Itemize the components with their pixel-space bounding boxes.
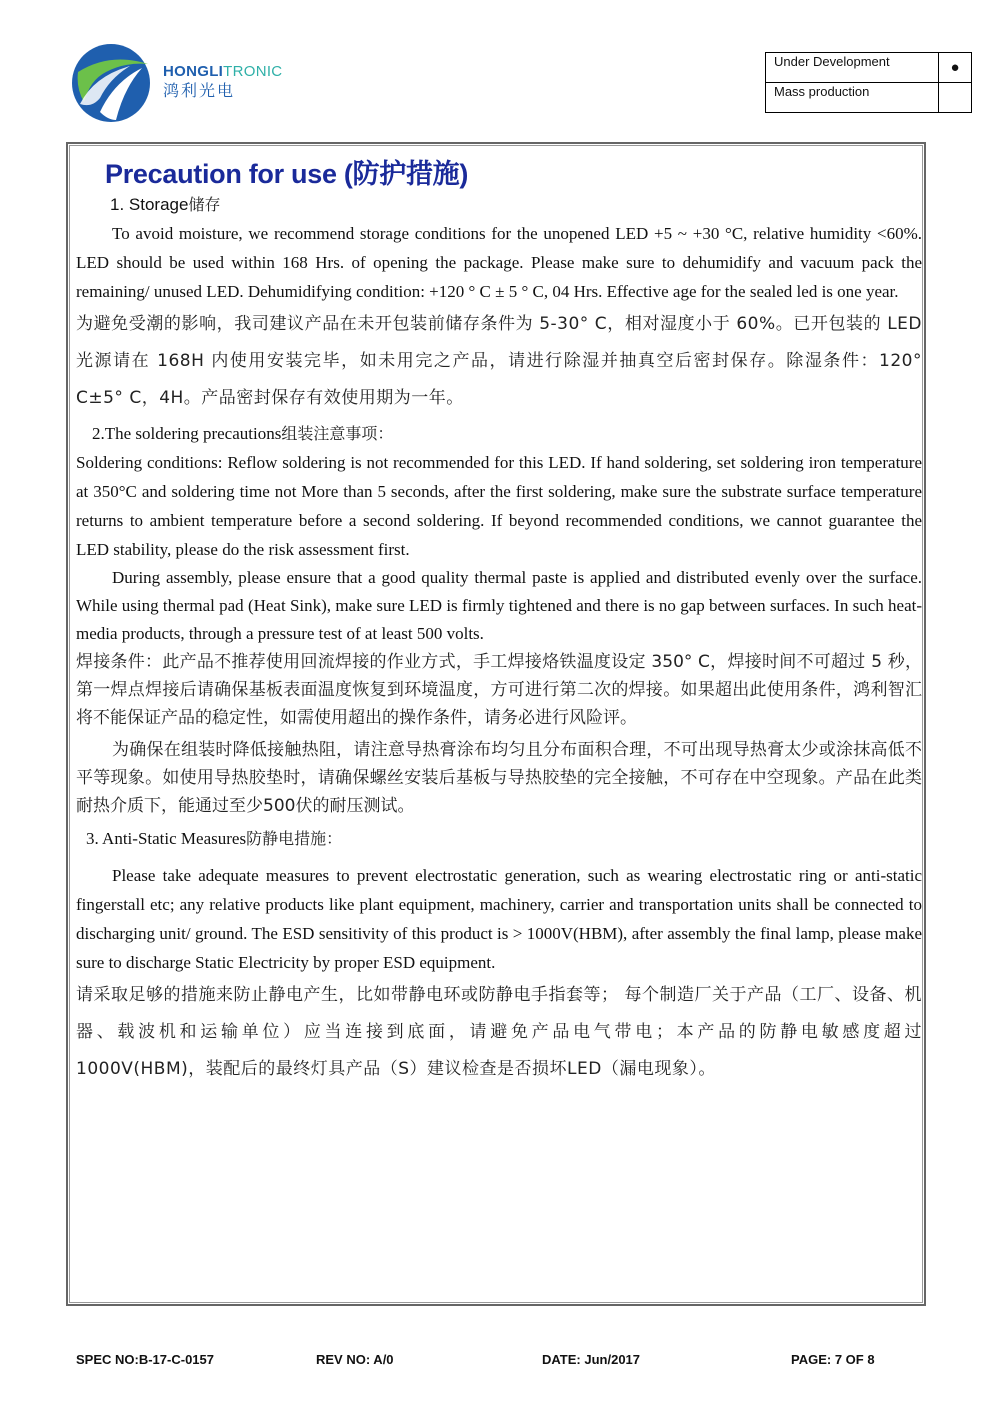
status-label: Under Development xyxy=(766,53,939,83)
hongli-logo-icon xyxy=(70,42,152,124)
brand-hongli: HONGLI xyxy=(163,63,224,80)
soldering-heading-cn: 组装注意事项： xyxy=(281,424,394,443)
soldering-text-en-2: During assembly, please ensure that a good quality thermal paste is applied and distributed evenly over the surface. While using thermal pad (Heat Sink), make sure LED is firmly tightened and there is no gap between surfaces. In such heat-media products, through a pressure test of at least 500 volts. xyxy=(76,568,922,643)
storage-heading-cn: 储存 xyxy=(188,195,221,214)
status-table xyxy=(765,52,972,113)
document-date: DATE: Jun/2017 xyxy=(542,1352,641,1367)
page-footer xyxy=(0,1352,1000,1372)
esd-heading-en: 3. Anti-Static Measures xyxy=(86,829,247,848)
storage-text-en: To avoid moisture, we recommend storage conditions for the unopened LED +5 ~ +30 °C, relative humidity <60%. LED should be used within 168 Hrs. of opening the package. Please make sure to dehumidify and vacuum pack the remaining/ unused LED. Dehumidifying condition: +120 ° C ± 5 ° C, 04 Hrs. Effective age for the sealed led is one year. xyxy=(76,224,922,301)
status-label: Mass production xyxy=(766,83,939,113)
soldering-heading xyxy=(76,419,922,448)
status-mark xyxy=(939,83,972,113)
brand-chinese: 鸿利光电 xyxy=(163,81,236,100)
esd-heading-cn: 防静电措施： xyxy=(246,829,343,848)
storage-heading xyxy=(76,190,922,219)
storage-text-cn: 为避免受潮的影响，我司建议产品在未开包装前储存条件为 5-30° C，相对湿度小于 60%。已开包装的 LED 光源请在 168H 内使用安装完毕，如未用完之产品，请进行除湿并抽真空后密封保存。除湿条件：120° C±5° C，4H。产品密封保存有效使用期为一年。 xyxy=(76,314,922,408)
revision-number: REV NO: A/0 xyxy=(316,1352,394,1367)
soldering-text-cn-1: 焊接条件：此产品不推荐使用回流焊接的作业方式，手工焊接烙铁温度设定 350° C，焊接时间不可超过 5 秒，第一焊点焊接后请确保基板表面温度恢复到环境温度，方可进行第二次的焊接。如果超出此使用条件，鸿利智汇将不能保证产品的稳定性，如需使用超出的操作条件，请务必进行风险评。 xyxy=(76,652,922,728)
soldering-heading-en: 2.The soldering precautions xyxy=(92,424,282,443)
status-mark: ● xyxy=(939,53,972,83)
storage-heading-en: 1. Storage xyxy=(110,195,189,214)
brand-english xyxy=(163,63,282,81)
soldering-text-en-1: Soldering conditions: Reflow soldering is not recommended for this LED. If hand soldering, set soldering iron temperature at 350°C and soldering time not More than 5 seconds, after the first soldering, make sure the substrate surface temperature returns to ambient temperature before a second soldering. If beyond recommended conditions, we cannot guarantee the LED stability, please do the risk assessment first. xyxy=(76,453,922,559)
esd-text-cn: 请采取足够的措施来防止静电产生，比如带静电环或防静电手指套等； 每个制造厂关于产品（工厂、设备、机器、载波机和运输单位）应当连接到底面，请避免产品电气带电；本产品的防静电敏感度超过1000V(HBM)，装配后的最终灯具产品（S）建议检查是否损坏LED（漏电现象）。 xyxy=(76,985,922,1079)
spec-number: SPEC NO:B-17-C-0157 xyxy=(76,1352,214,1367)
page-header xyxy=(0,0,1000,130)
esd-heading xyxy=(76,824,922,853)
page-title: Precaution for use (防护措施) xyxy=(105,159,469,189)
esd-text-en: Please take adequate measures to prevent electrostatic generation, such as wearing electrostatic ring or anti-static fingerstall etc; any relative products like plant equipment, machinery, carrier and transportation units shall be connected to discharging unit/ ground. The ESD sensitivity of this product is > 1000V(HBM), after assembly the final lamp, please make sure to discharge Static Electricity by proper ESD equipment. xyxy=(76,866,922,972)
brand-name xyxy=(163,63,282,101)
status-row-mass-production xyxy=(766,83,972,113)
page-number: PAGE: 7 OF 8 xyxy=(791,1352,875,1367)
main-content xyxy=(76,190,922,1088)
brand-tronic: TRONIC xyxy=(223,63,283,80)
soldering-text-cn-2: 为确保在组装时降低接触热阻，请注意导热膏涂布均匀且分布面积合理，不可出现导热膏太少或涂抹高低不平等现象。如使用导热胶垫时，请确保螺丝安装后基板与导热胶垫的完全接触，不可存在中空现象。产品在此类耐热介质下，能通过至少500伏的耐压测试。 xyxy=(76,740,922,816)
status-row-development xyxy=(766,53,972,83)
